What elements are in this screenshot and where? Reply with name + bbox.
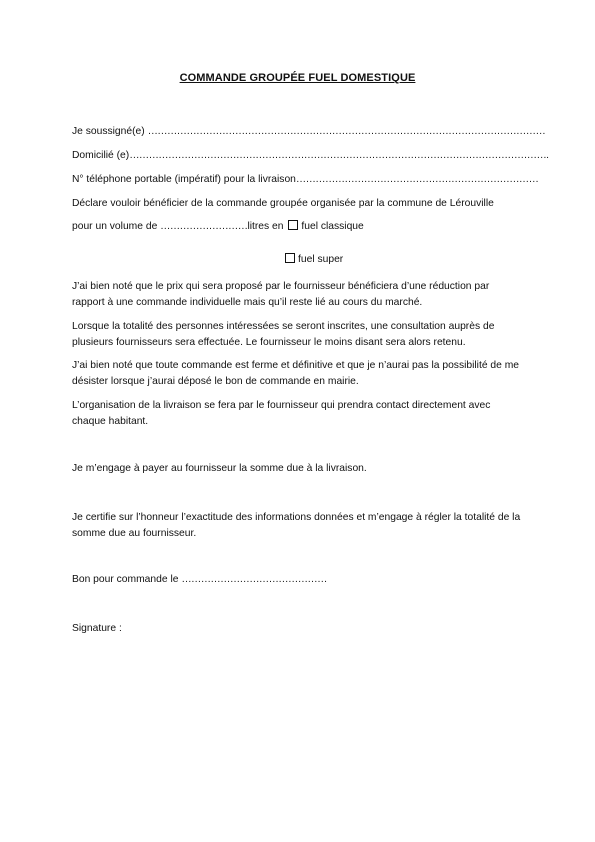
bon-pour-commande-label: Bon pour commande le — [72, 574, 182, 585]
bon-pour-commande-fill-line[interactable]: ……………………………………… — [181, 574, 327, 585]
volume-fill-line[interactable]: ……………………… — [160, 221, 248, 232]
volume-prefix: pour un volume de — [72, 221, 161, 232]
fuel-classique-checkbox[interactable] — [288, 220, 298, 230]
telephone-fill-line[interactable]: ………………………………………………………………… — [295, 174, 539, 185]
fuel-super-label: fuel super — [298, 254, 344, 265]
paragraph-paiement: Je m’engage à payer au fournisseur la somme due à la livraison. — [72, 463, 367, 474]
soussigne-label: Je soussigné(e) — [72, 126, 145, 137]
signature-label: Signature : — [72, 623, 122, 634]
volume-suffix: litres en — [247, 221, 284, 232]
paragraph-livraison: L’organisation de la livraison se fera par le fournisseur qui prendra contact directement avec chaque habitant. — [72, 400, 491, 427]
document-title: COMMANDE GROUPÉE FUEL DOMESTIQUE — [179, 72, 416, 84]
soussigne-line — [72, 124, 546, 140]
fuel-classique-label: fuel classique — [301, 221, 364, 232]
declaration-line: Déclare vouloir bénéficier de la commande groupée organisée par la commune de Lérouville — [72, 198, 494, 209]
paragraph-prix: J’ai bien noté que le prix qui sera proposé par le fournisseur bénéficiera d’une réduction par rapport à une commande individuelle mais qu’il reste lié au cours du marché. — [72, 281, 490, 308]
volume-line — [72, 219, 524, 235]
paragraph-consultation: Lorsque la totalité des personnes intéressées se seront inscrites, une consultation auprès de plusieurs fournisseurs sera effectuée. Le fournisseur le moins disant sera alors retenu. — [72, 321, 495, 348]
domicilie-fill-line[interactable]: …………………………………………………………………………………………………………………. — [129, 150, 549, 161]
paragraph-commande-ferme: J’ai bien noté que toute commande est ferme et définitive et que je n’aurai pas la possibilité de me désister lorsque j’aurai déposé le bon de commande en mairie. — [72, 360, 520, 387]
telephone-line — [72, 172, 539, 188]
bon-pour-commande-line — [72, 572, 524, 588]
telephone-label: N° téléphone portable (impératif) pour la livraison — [72, 174, 296, 185]
fuel-super-checkbox[interactable] — [285, 253, 295, 263]
domicilie-line — [72, 148, 549, 164]
domicilie-label: Domicilié (e) — [72, 150, 130, 161]
paragraph-certification: Je certifie sur l’honneur l’exactitude des informations données et m’engage à régler la totalité de la somme due au fournisseur. — [72, 512, 521, 539]
fuel-super-line — [283, 252, 483, 268]
soussigne-fill-line[interactable]: …………………………………………………………………………………………………………… — [147, 126, 546, 137]
